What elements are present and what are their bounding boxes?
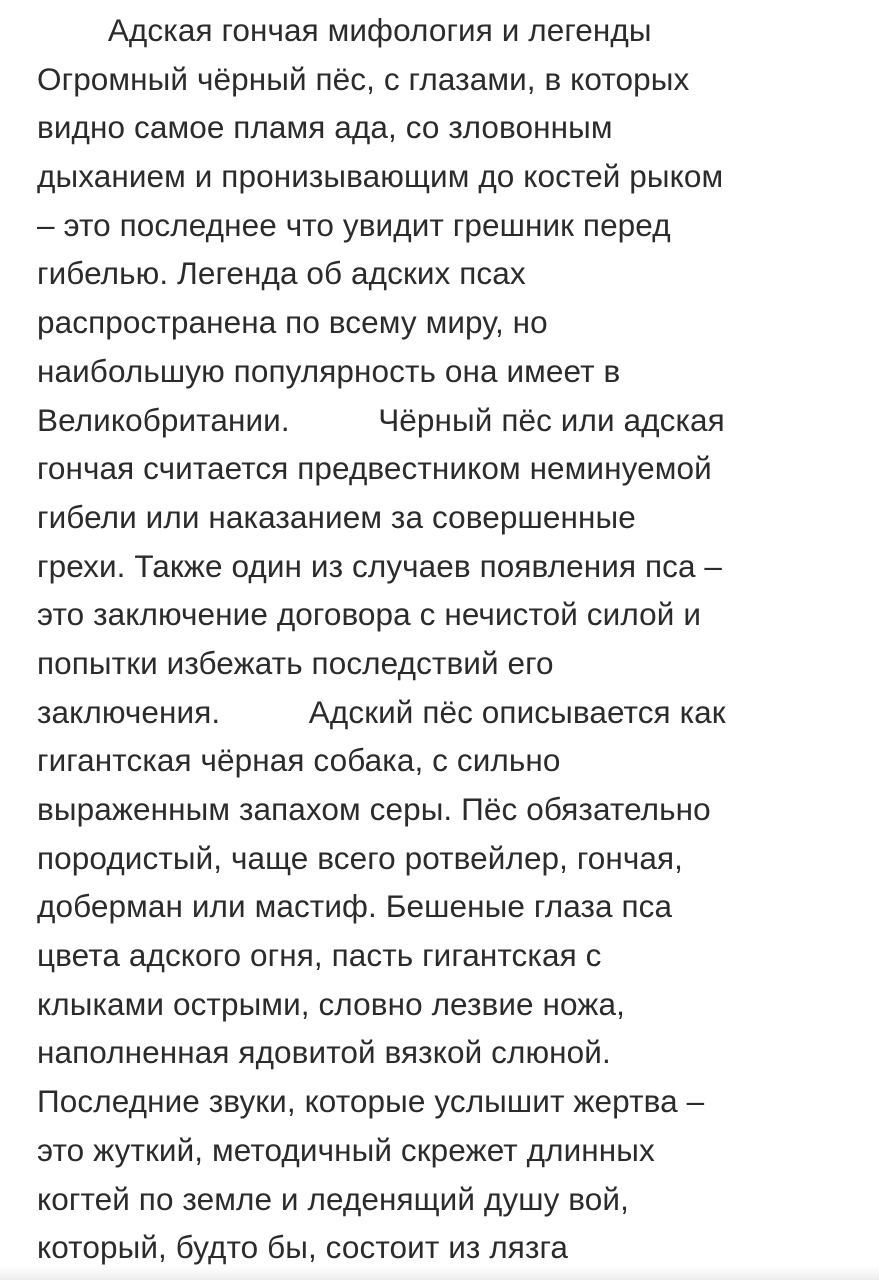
- text-line: заключения. Адский пёс описывается как: [37, 693, 726, 730]
- text-line: наполненная ядовитой вязкой слюной.: [37, 1034, 611, 1071]
- text-line: гибелью. Легенда об адских псах: [37, 255, 526, 292]
- text-line: клыками острыми, словно лезвие ножа,: [37, 985, 625, 1022]
- text-line: доберман или мастиф. Бешеные глаза пса: [37, 888, 673, 925]
- text-line: когтей по земле и леденящий душу вой,: [37, 1180, 629, 1217]
- document-text: [37, 6, 857, 1272]
- text-line-title: Адская гончая мифология и легенды: [37, 12, 652, 48]
- text-line: грехи. Также один из случаев появления пса –: [37, 547, 723, 584]
- text-line: выраженным запахом серы. Пёс обязательно: [37, 791, 711, 827]
- text-line: видно самое пламя ада, со зловонным: [37, 109, 613, 146]
- text-line: попытки избежать последствий его: [37, 644, 554, 681]
- text-line: Огромный чёрный пёс, с глазами, в которых: [37, 60, 690, 97]
- bottom-edge-shadow: [0, 1266, 879, 1280]
- text-line: который, будто бы, состоит из лязга: [37, 1229, 569, 1266]
- text-line: – это последнее что увидит грешник перед: [37, 206, 671, 243]
- text-line: это заключение договора с нечистой силой и: [37, 596, 702, 633]
- text-line: гончая считается предвестником неминуемой: [37, 450, 712, 487]
- text-line: породистый, чаще всего ротвейлер, гончая,: [37, 839, 684, 876]
- text-line: наибольшую популярность она имеет в: [37, 352, 621, 389]
- text-line: Великобритании. Чёрный пёс или адская: [37, 401, 725, 438]
- text-line: цвета адского огня, пасть гигантская с: [37, 937, 602, 974]
- text-line: гибели или наказанием за совершенные: [37, 498, 636, 535]
- text-line: дыханием и пронизывающим до костей рыком: [37, 158, 724, 195]
- text-line: гигантская чёрная собака, с сильно: [37, 742, 561, 779]
- text-line: Последние звуки, которые услышит жертва –: [37, 1083, 705, 1120]
- text-line: это жуткий, методичный скрежет длинных: [37, 1131, 655, 1168]
- text-line: распространена по всему миру, но: [37, 304, 548, 341]
